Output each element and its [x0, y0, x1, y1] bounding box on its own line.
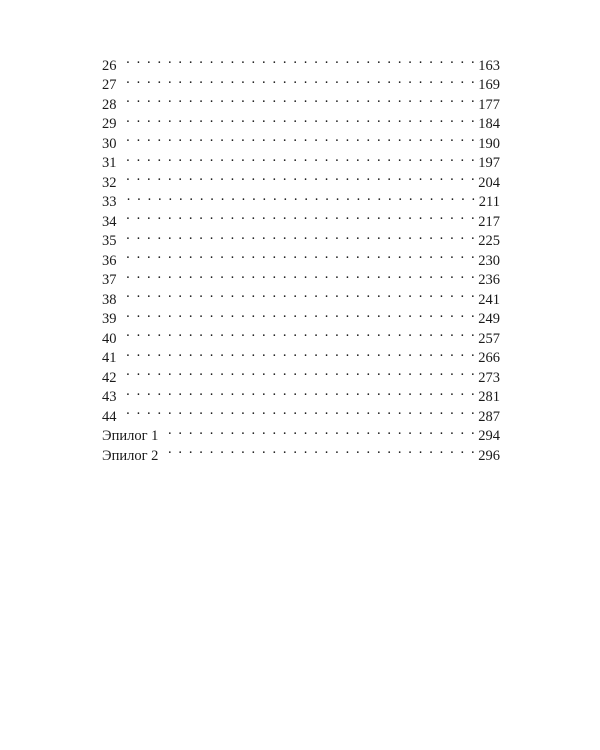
toc-entry-label: 39 [102, 311, 117, 327]
dot-leader [121, 284, 477, 304]
toc-entry-label: 29 [102, 116, 117, 132]
toc-entry-label: 43 [102, 389, 117, 405]
toc-entry[interactable] [102, 362, 500, 386]
dot-leader [121, 187, 477, 207]
toc-entry-page-number: 169 [478, 77, 500, 93]
toc-entry[interactable] [102, 343, 500, 366]
toc-entry[interactable] [102, 70, 500, 93]
dot-leader [121, 265, 477, 285]
toc-entry[interactable] [102, 265, 500, 288]
toc-entry[interactable] [102, 206, 500, 230]
toc-entry[interactable] [102, 187, 500, 210]
toc-entry-label: 42 [102, 369, 117, 386]
toc-entry[interactable] [102, 284, 500, 308]
dot-leader [121, 382, 477, 402]
table-of-contents [102, 50, 500, 464]
toc-entry[interactable] [102, 304, 500, 327]
dot-leader [121, 70, 477, 90]
toc-entry-label: 27 [102, 77, 117, 93]
dot-leader [121, 206, 477, 226]
toc-entry-page-number: 184 [478, 116, 500, 132]
toc-entry-label: 40 [102, 330, 117, 347]
toc-entry-page-number: 225 [478, 233, 500, 249]
toc-entry[interactable] [102, 401, 500, 425]
toc-entry-page-number: 287 [478, 408, 500, 425]
toc-entry[interactable] [102, 50, 500, 74]
toc-entry[interactable] [102, 421, 500, 444]
toc-entry-page-number: 266 [478, 350, 500, 366]
toc-entry-page-number: 204 [478, 174, 500, 191]
toc-entry-page-number: 236 [478, 272, 500, 288]
toc-entry-page-number: 230 [478, 252, 500, 269]
dot-leader [162, 440, 476, 460]
dot-leader [121, 226, 477, 246]
dot-leader [121, 50, 477, 70]
dot-leader [162, 421, 476, 441]
toc-entry-label: 41 [102, 350, 117, 366]
dot-leader [121, 304, 477, 324]
toc-entry[interactable] [102, 89, 500, 113]
toc-entry-label: 37 [102, 272, 117, 288]
toc-entry-page-number: 249 [478, 311, 500, 327]
toc-entry[interactable] [102, 440, 500, 464]
toc-entry-page-number: 177 [478, 96, 500, 113]
toc-entry-label: 26 [102, 57, 117, 74]
toc-entry-label: Эпилог 1 [102, 428, 159, 444]
dot-leader [121, 167, 477, 187]
dot-leader [121, 109, 477, 129]
toc-entry-page-number: 294 [478, 428, 500, 444]
toc-entry[interactable] [102, 167, 500, 191]
toc-entry[interactable] [102, 148, 500, 171]
toc-entry-label: 34 [102, 213, 117, 230]
dot-leader [121, 323, 477, 343]
toc-entry-label: 35 [102, 233, 117, 249]
dot-leader [121, 89, 477, 109]
dot-leader [121, 245, 477, 265]
toc-entry-page-number: 296 [478, 447, 500, 464]
toc-entry[interactable] [102, 382, 500, 405]
toc-entry-page-number: 273 [478, 369, 500, 386]
dot-leader [121, 362, 477, 382]
toc-entry[interactable] [102, 226, 500, 249]
toc-entry-label: 31 [102, 155, 117, 171]
toc-entry[interactable] [102, 128, 500, 152]
toc-entry-label: Эпилог 2 [102, 447, 159, 464]
dot-leader [121, 343, 477, 363]
toc-entry-label: 30 [102, 135, 117, 152]
dot-leader [121, 148, 477, 168]
toc-entry-label: 38 [102, 291, 117, 308]
toc-entry-label: 44 [102, 408, 117, 425]
toc-entry-page-number: 190 [478, 135, 500, 152]
toc-entry-label: 33 [102, 194, 117, 210]
toc-entry-label: 32 [102, 174, 117, 191]
toc-entry[interactable] [102, 323, 500, 347]
toc-entry-page-number: 197 [478, 155, 500, 171]
toc-entry[interactable] [102, 245, 500, 269]
toc-entry-page-number: 257 [478, 330, 500, 347]
toc-entry-page-number: 217 [478, 213, 500, 230]
dot-leader [121, 128, 477, 148]
toc-entry-page-number: 281 [478, 389, 500, 405]
toc-entry-page-number: 241 [478, 291, 500, 308]
toc-entry-label: 36 [102, 252, 117, 269]
toc-entry-label: 28 [102, 96, 117, 113]
toc-entry[interactable] [102, 109, 500, 132]
dot-leader [121, 401, 477, 421]
toc-entry-page-number: 211 [478, 194, 500, 210]
toc-entry-page-number: 163 [478, 57, 500, 74]
